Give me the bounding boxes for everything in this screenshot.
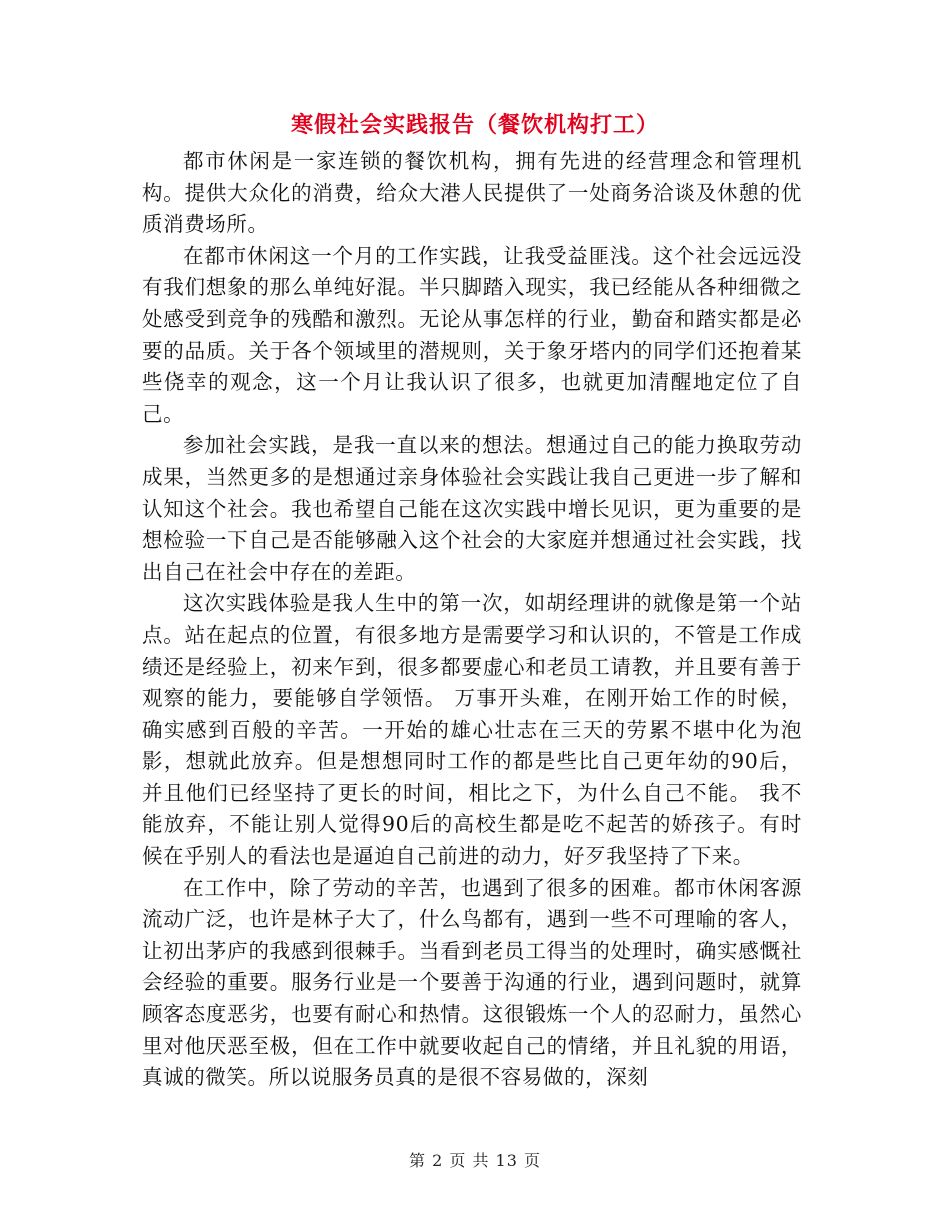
document-title: 寒假社会实践报告（餐饮机构打工） bbox=[290, 112, 659, 138]
paragraph-3: 参加社会实践，是我一直以来的想法。想通过自己的能力换取劳动成果，当然更多的是想通过亲身体验社会实践让我自己更进一步了解和认知这个社会。我也希望自己能在这次实践中增长见识，更为重要的是想检验一下自己是否能够融入这个社会的大家庭并想通过社会实践，找出自己在社会中存在的差距。 bbox=[142, 433, 802, 584]
document-body bbox=[142, 146, 802, 1094]
paragraph-4: 这次实践体验是我人生中的第一次，如胡经理讲的就像是第一个站点。站在起点的位置，有很多地方是需要学习和认识的，不管是工作成绩还是经验上，初来乍到，很多都要虚心和老员工请教，并且要有善于观察的能力，要能够自学领悟。 万事开头难，在刚开始工作的时候，确实感到百般的辛苦。一开始的雄心壮志在三天的劳累不堪中化为泡影，想就此放弃。但是想想同时工作的都是些比自己更年幼的90后，并且他们已经坚持了更长的时间，相比之下，为什么自己不能。 我不能放弃，不能让别人觉得90后的高校生都是吃不起苦的娇孩子。有时候在乎别人的看法也是逼迫自己前进的动力，好歹我坚持了下来。 bbox=[142, 591, 802, 869]
paragraph-2: 在都市休闲这一个月的工作实践，让我受益匪浅。这个社会远远没有我们想象的那么单纯好混。半只脚踏入现实，我已经能从各种细微之处感受到竞争的残酷和激烈。无论从事怎样的行业，勤奋和踏实都是必要的品质。关于各个领域里的潜规则，关于象牙塔内的同学们还抱着某些侥幸的观念，这一个月让我认识了很多，也就更加清醒地定位了自己。 bbox=[142, 243, 802, 426]
page-footer: 第 2 页 共 13 页 bbox=[409, 1151, 541, 1170]
paragraph-5: 在工作中，除了劳动的辛苦，也遇到了很多的困难。都市休闲客源流动广泛，也许是林子大了，什么鸟都有，遇到一些不可理喻的客人，让初出茅庐的我感到很棘手。当看到老员工得当的处理时，确实感慨社会经验的重要。服务行业是一个要善于沟通的行业，遇到问题时，就算顾客态度恶劣，也要有耐心和热情。这很锻炼一个人的忍耐力，虽然心里对他厌恶至极，但在工作中就要收起自己的情绪，并且礼貌的用语，真诚的微笑。所以说服务员真的是很不容易做的，深刻 bbox=[142, 875, 802, 1090]
paragraph-1: 都市休闲是一家连锁的餐饮机构，拥有先进的经营理念和管理机构。提供大众化的消费，给众大港人民提供了一处商务洽谈及休憩的优质消费场所。 bbox=[142, 149, 802, 237]
